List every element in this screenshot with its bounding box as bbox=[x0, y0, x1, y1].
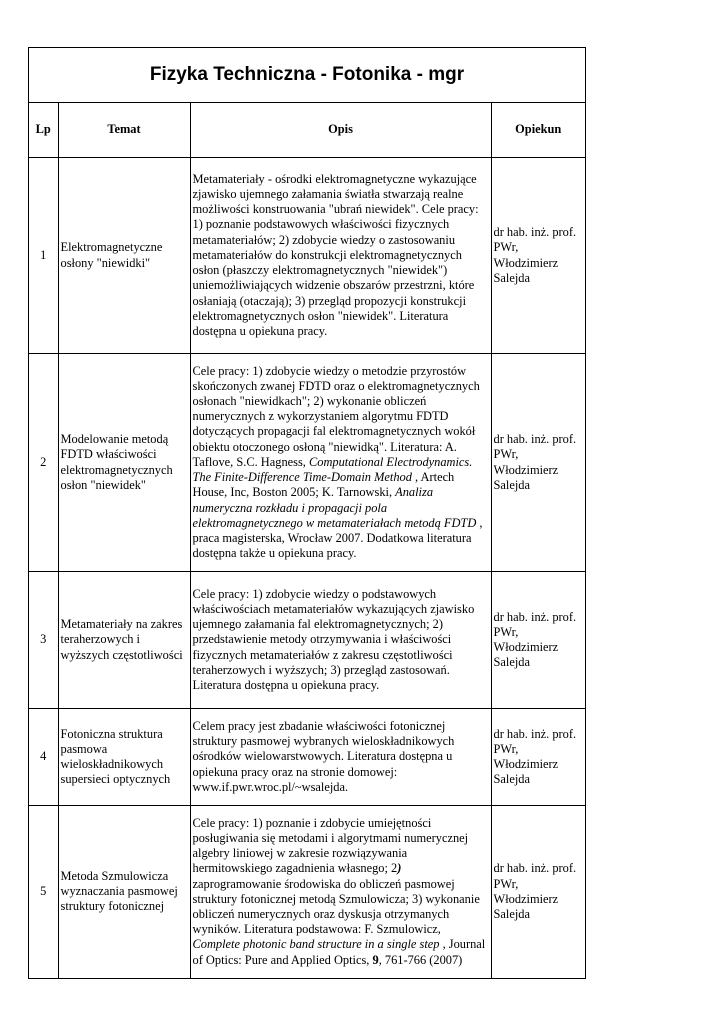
table-row bbox=[29, 354, 585, 572]
opis-segment: , Artech House, Inc, Boston 2005; K. Tarnowski, bbox=[192, 470, 455, 500]
topics-table bbox=[29, 103, 585, 978]
row-lp: 1 bbox=[29, 158, 58, 354]
table-row bbox=[29, 158, 585, 354]
opis-segment: Analiza numeryczna rozkładu i propagacji pola elektromagnetycznego w metamateriałach metodą FDTD bbox=[192, 485, 477, 530]
row-lp: 4 bbox=[29, 709, 58, 806]
opis-segment: Cele pracy: 1) zdobycie wiedzy o podstawowych właściwościach metamateriałów wykazujących zjawisko ujemnego załamania fal elektromagnetycznych; 2) przedstawienie metody otrzymywania i właściwości fizycznych metamateriałów z zakresu częstotliwości teraherzowych i wyższych; 3) przegląd zastosowań. Literatura dostępna u opiekuna pracy. bbox=[192, 586, 475, 692]
opis-segment: ) bbox=[397, 861, 402, 876]
opis-segment: Cele pracy: 1) zdobycie wiedzy o metodzie przyrostów skończonych zwanej FDTD oraz o elektromagnetycznych osłonach "niewidkach"; 2) wykonanie obliczeń numerycznych z wykorzystaniem algorytmu FDTD dotyczących propagacji fal elektromagnetycznych wokół obiektu otoczonego osłoną "niewidką". Literatura: A. Taflove, S.C. Hagness, bbox=[192, 363, 480, 469]
row-opiekun: dr hab. inż. prof. PWr, Włodzimierz Salejda bbox=[491, 709, 585, 806]
row-opis bbox=[190, 354, 491, 572]
row-temat: Modelowanie metodą FDTD właściwości elektromagnetycznych osłon "niewidek" bbox=[58, 354, 190, 572]
opis-segment: Celem pracy jest zbadanie właściwości fotonicznej struktury pasmowej wybranych wieloskładnikowych ośrodków wielowarstwowych. Literatura dostępna u opiekuna pracy oraz na stronie domowej: www.if.pwr.wroc.pl/~wsalejda. bbox=[192, 718, 455, 794]
opis-segment: zaprogramowanie środowiska do obliczeń pasmowej struktury fotonicznej metodą Szmulowicza; 3) wykonanie obliczeń numerycznych oraz dyskusja otrzymanych wyników. Literatura podstawowa: F. Szmulowicz, bbox=[192, 876, 480, 937]
header-temat: Temat bbox=[58, 103, 190, 158]
row-temat: Metamateriały na zakres teraherzowych i wyższych częstotliwości bbox=[58, 572, 190, 709]
row-lp: 5 bbox=[29, 806, 58, 978]
row-temat: Metoda Szmulowicza wyznaczania pasmowej struktury fotonicznej bbox=[58, 806, 190, 978]
row-opis bbox=[190, 709, 491, 806]
row-opiekun: dr hab. inż. prof. PWr, Włodzimierz Salejda bbox=[491, 806, 585, 978]
opis-segment: Cele pracy: 1) poznanie i zdobycie umiejętności posługiwania się metodami i algorytmami numerycznej algebry liniowej w zakresie rozwiązywania hermitowskiego zagadnienia własnego; 2 bbox=[192, 815, 469, 876]
row-lp: 3 bbox=[29, 572, 58, 709]
row-opiekun: dr hab. inż. prof. PWr, Włodzimierz Salejda bbox=[491, 572, 585, 709]
row-temat: Elektromagnetyczne osłony "niewidki" bbox=[58, 158, 190, 354]
header-row bbox=[29, 103, 585, 158]
row-opis bbox=[190, 806, 491, 978]
header-lp: Lp bbox=[29, 103, 58, 158]
row-opiekun: dr hab. inż. prof. PWr, Włodzimierz Salejda bbox=[491, 354, 585, 572]
row-opis bbox=[190, 158, 491, 354]
row-opis bbox=[190, 572, 491, 709]
opis-segment: Complete photonic band structure in a single step bbox=[192, 937, 440, 952]
header-opiekun: Opiekun bbox=[491, 103, 585, 158]
sheet-title: Fizyka Techniczna - Fotonika - mgr bbox=[29, 48, 585, 103]
opis-segment: , 761-766 (2007) bbox=[378, 952, 463, 967]
table-row bbox=[29, 572, 585, 709]
opis-segment: Computational Electrodynamics. The Finite-Difference Time-Domain Method bbox=[192, 454, 473, 485]
header-opis: Opis bbox=[190, 103, 491, 158]
table-row bbox=[29, 806, 585, 978]
row-lp: 2 bbox=[29, 354, 58, 572]
table-row bbox=[29, 709, 585, 806]
row-opiekun: dr hab. inż. prof. PWr, Włodzimierz Salejda bbox=[491, 158, 585, 354]
row-temat: Fotoniczna struktura pasmowa wieloskładnikowych supersieci optycznych bbox=[58, 709, 190, 806]
topics-sheet bbox=[28, 47, 586, 979]
opis-segment: Metamateriały - ośrodki elektromagnetyczne wykazujące zjawisko ujemnego załamania światła stwarzają realne możliwości konstruowania "ubrań niewidek". Cele pracy: 1) poznanie podstawowych właściwości fizycznych metamateriałów; 2) zdobycie wiedzy o zastosowaniu metamateriałów do konstrukcji elektromagnetycznych osłon (płaszczy elektromagnetycznych "niewidek") uniemożliwiających widzenie obszarów przestrzni, które osłaniają (otaczają); 3) przegląd propozycji konstrukcji elektromagnetycznych osłon "niewidek". Literatura dostępna u opiekuna pracy. bbox=[192, 171, 479, 338]
opis-segment: , Journal of Optics: Pure and Applied Optics, bbox=[192, 937, 486, 967]
opis-segment: 9 bbox=[372, 952, 379, 967]
opis-segment: , praca magisterska, Wrocław 2007. Dodatkowa literatura dostępna także u opiekuna pracy. bbox=[192, 515, 483, 561]
